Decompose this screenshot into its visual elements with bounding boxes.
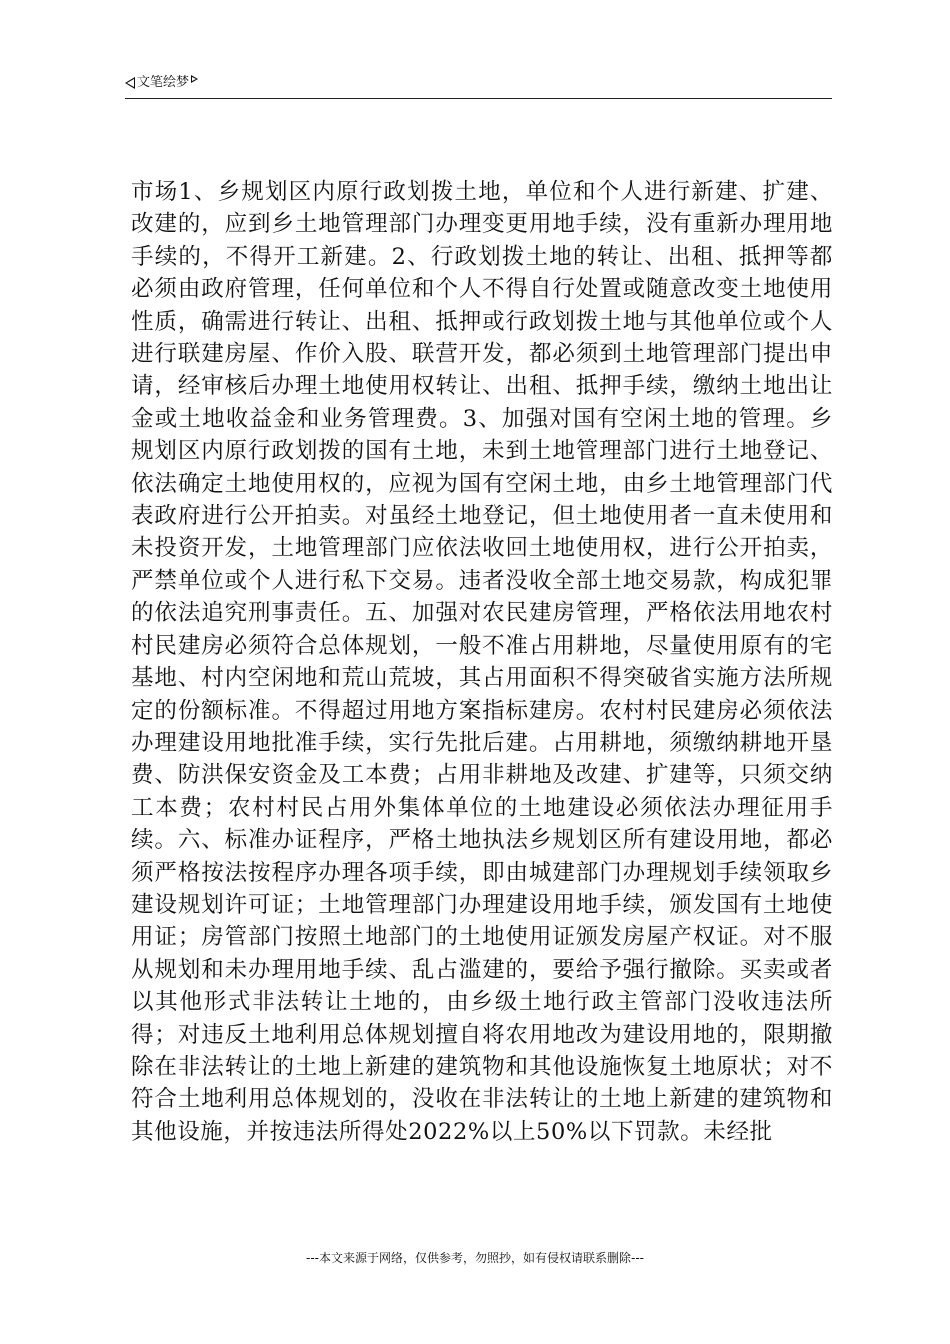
page-header: [125, 74, 832, 99]
body-paragraph: 市场1、乡规划区内原行政划拨土地，单位和个人进行新建、扩建、改建的，应到乡土地管理部门办理变更用地手续，没有重新办理用地手续的，不得开工新建。2、行政划拨土地的转让、出租、抵押等都必须由政府管理，任何单位和个人不得自行处置或随意改变土地使用性质，确需进行转让、出租、抵押或行政划拨土地与其他单位或个人进行联建房屋、作价入股、联营开发，都必须到土地管理部门提出申请，经审核后办理土地使用权转让、出租、抵押手续，缴纳土地出让金或土地收益金和业务管理费。3、加强对国有空闲土地的管理。乡规划区内原行政划拨的国有土地，未到土地管理部门进行土地登记、依法确定土地使用权的，应视为国有空闲土地，由乡土地管理部门代表政府进行公开拍卖。对虽经土地登记，但土地使用者一直未使用和未投资开发，土地管理部门应依法收回土地使用权，进行公开拍卖，严禁单位或个人进行私下交易。违者没收全部土地交易款，构成犯罪的依法追究刑事责任。五、加强对农民建房管理，严格依法用地农村村民建房必须符合总体规划，一般不准占用耕地，尽量使用原有的宅基地、村内空闲地和荒山荒坡，其占用面积不得突破省实施方法所规定的份额标准。不得超过用地方案指标建房。农村村民建房必须依法办理建设用地批准手续，实行先批后建。占用耕地，须缴纳耕地开垦费、防洪保安资金及工本费；占用非耕地及改建、扩建等，只须交纳工本费；农村村民占用外集体单位的土地建设必须依法办理征用手续。六、标准办证程序，严格土地执法乡规划区所有建设用地，都必须严格按法按程序办理各项手续，即由城建部门办理规划手续领取乡建设规划许可证；土地管理部门办理建设用地手续，颁发国有土地使用证；房管部门按照土地部门的土地使用证颁发房屋产权证。对不服从规划和未办理用地手续、乱占滥建的，要给予强行撤除。买卖或者以其他形式非法转让土地的，由乡级土地行政主管部门没收违法所得；对违反土地利用总体规划擅自将农用地改为建设用地的，限期撤除在非法转让的土地上新建的建筑物和其他设施恢复土地原状；对不符合土地利用总体规划的，没收在非法转让的土地上新建的建筑物和其他设施，并按违法所得处2022%以上50%以下罚款。未经批: [131, 179, 833, 1145]
triangle-right-icon: [191, 75, 198, 83]
triangle-left-icon: [125, 77, 135, 89]
footer-disclaimer: ---本文来源于网络，仅供参考，勿照抄，如有侵权请联系删除---: [306, 1251, 644, 1265]
brand-text: 文笔绘梦: [137, 75, 190, 90]
brand-logo: [125, 74, 198, 92]
